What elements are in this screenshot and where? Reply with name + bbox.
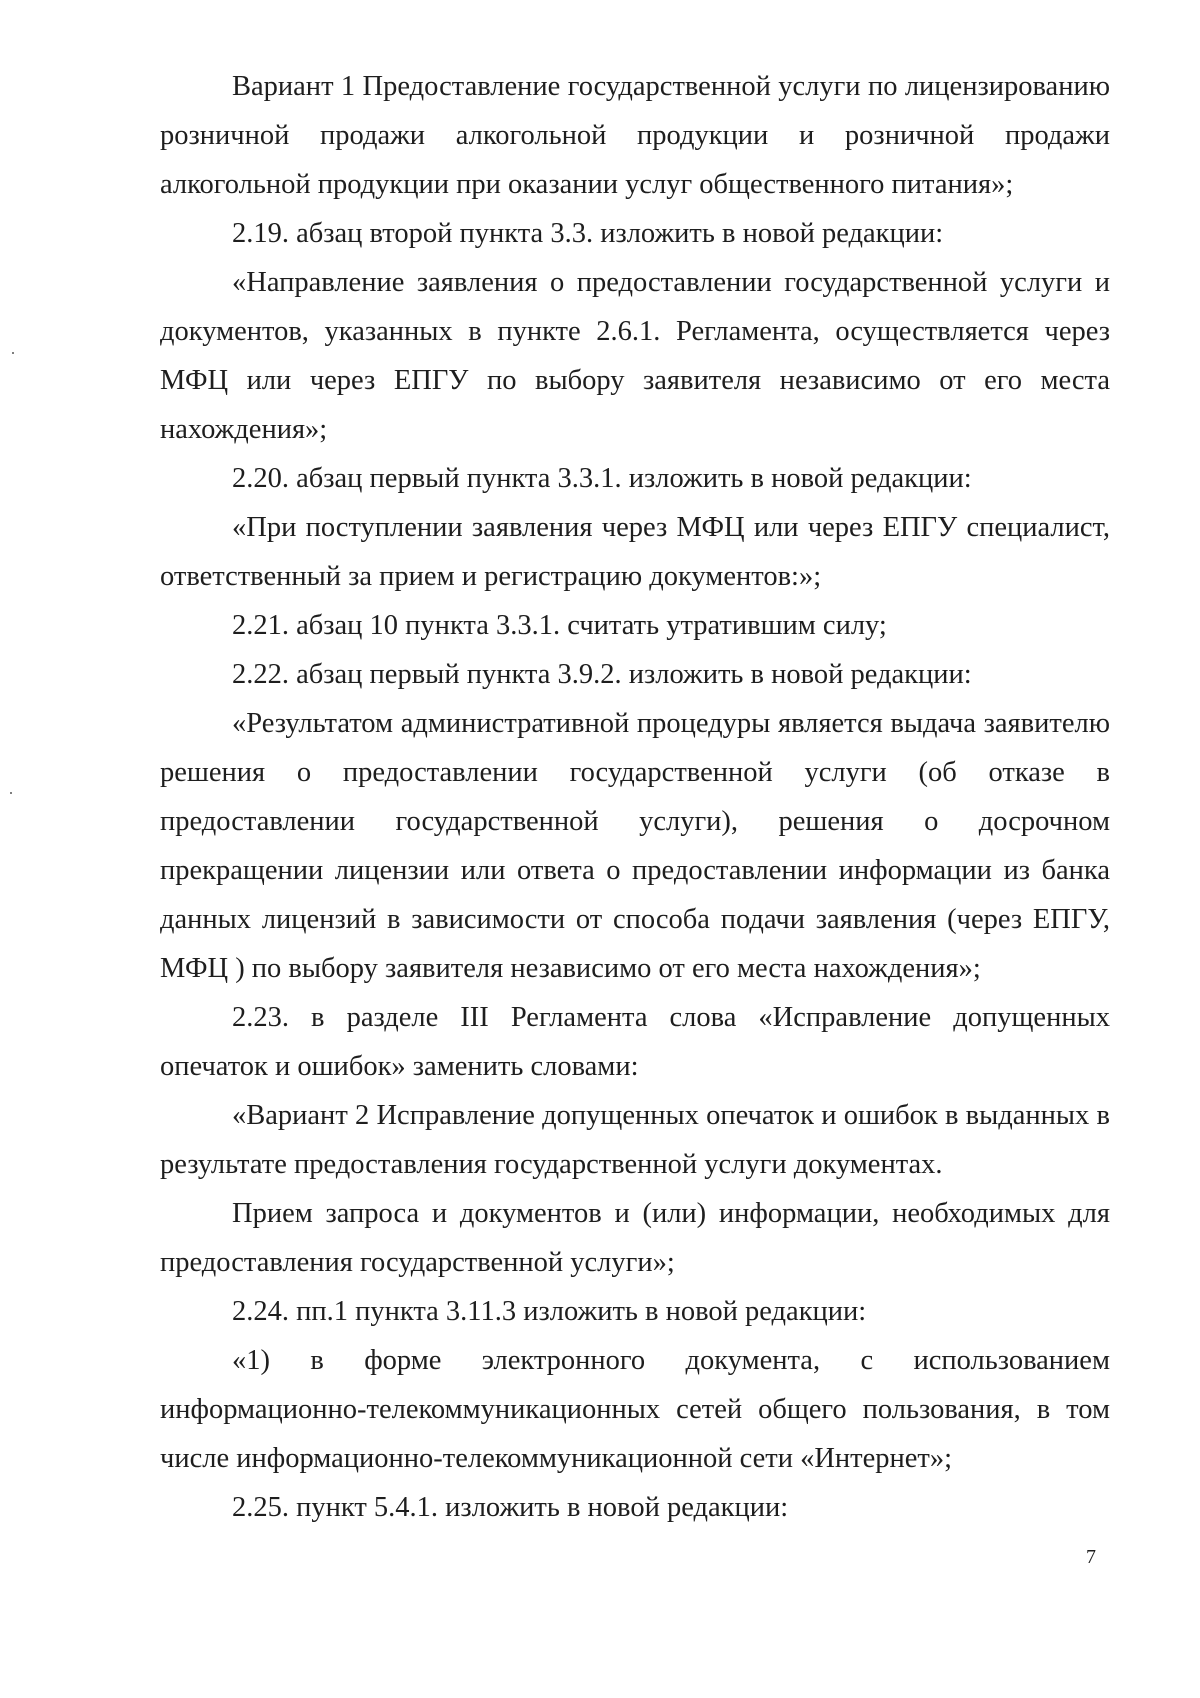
page-number: 7 [1086, 1546, 1096, 1568]
paragraph-2-23: 2.23. в разделе III Регламента слова «Исправление допущенных опечаток и ошибок» заменить словами: [160, 1002, 1110, 1082]
paragraph-2-20-text: «При поступлении заявления через МФЦ или через ЕПГУ специалист, ответственный за прием и регистрацию документов:»; [160, 512, 1110, 592]
paragraph-2-21: 2.21. абзац 10 пункта 3.3.1. считать утратившим силу; [232, 610, 887, 641]
paragraph-2-24-text: «1) в форме электронного документа, с использованием информационно-телекоммуникационных сетей общего пользования, в том числе информационно-телекоммуникационной сети «Интернет»; [160, 1345, 1110, 1474]
paragraph-2-24: 2.24. пп.1 пункта 3.11.3 изложить в новой редакции: [232, 1296, 867, 1327]
paragraph-2-22: 2.22. абзац первый пункта 3.9.2. изложить в новой редакции: [232, 659, 972, 690]
paragraph-2-19-text: «Направление заявления о предоставлении государственной услуги и документов, указанных в пункте 2.6.1. Регламента, осуществляется через МФЦ или через ЕПГУ по выбору заявителя независимо от его места нахождения»; [160, 267, 1110, 445]
scan-artifact-dot [10, 792, 12, 794]
scan-artifact-dot [12, 352, 14, 354]
paragraph-2-22-text: «Результатом административной процедуры является выдача заявителю решения о предоставлении государственной услуги (об отказе в предоставлении государственной услуги), решения о досрочном прекращении лицензии или ответа о предоставлении информации из банка данных лицензий в зависимости от способа подачи заявления (через ЕПГУ, МФЦ ) по выбору заявителя независимо от его места нахождения»; [160, 708, 1110, 984]
paragraph-request-reception: Прием запроса и документов и (или) информации, необходимых для предоставления государственной услуги»; [160, 1198, 1110, 1278]
paragraph-2-20: 2.20. абзац первый пункта 3.3.1. изложить в новой редакции: [232, 463, 972, 494]
paragraph-variant-1: Вариант 1 Предоставление государственной услуги по лицензированию розничной продажи алкогольной продукции и розничной продажи алкогольной продукции при оказании услуг общественного питания»; [160, 71, 1110, 200]
paragraph-2-19: 2.19. абзац второй пункта 3.3. изложить в новой редакции: [232, 218, 944, 249]
paragraph-variant-2: «Вариант 2 Исправление допущенных опечаток и ошибок в выданных в результате предоставления государственной услуги документах. [160, 1100, 1110, 1180]
paragraph-2-25: 2.25. пункт 5.4.1. изложить в новой редакции: [232, 1492, 789, 1523]
document-body [160, 62, 1110, 1532]
